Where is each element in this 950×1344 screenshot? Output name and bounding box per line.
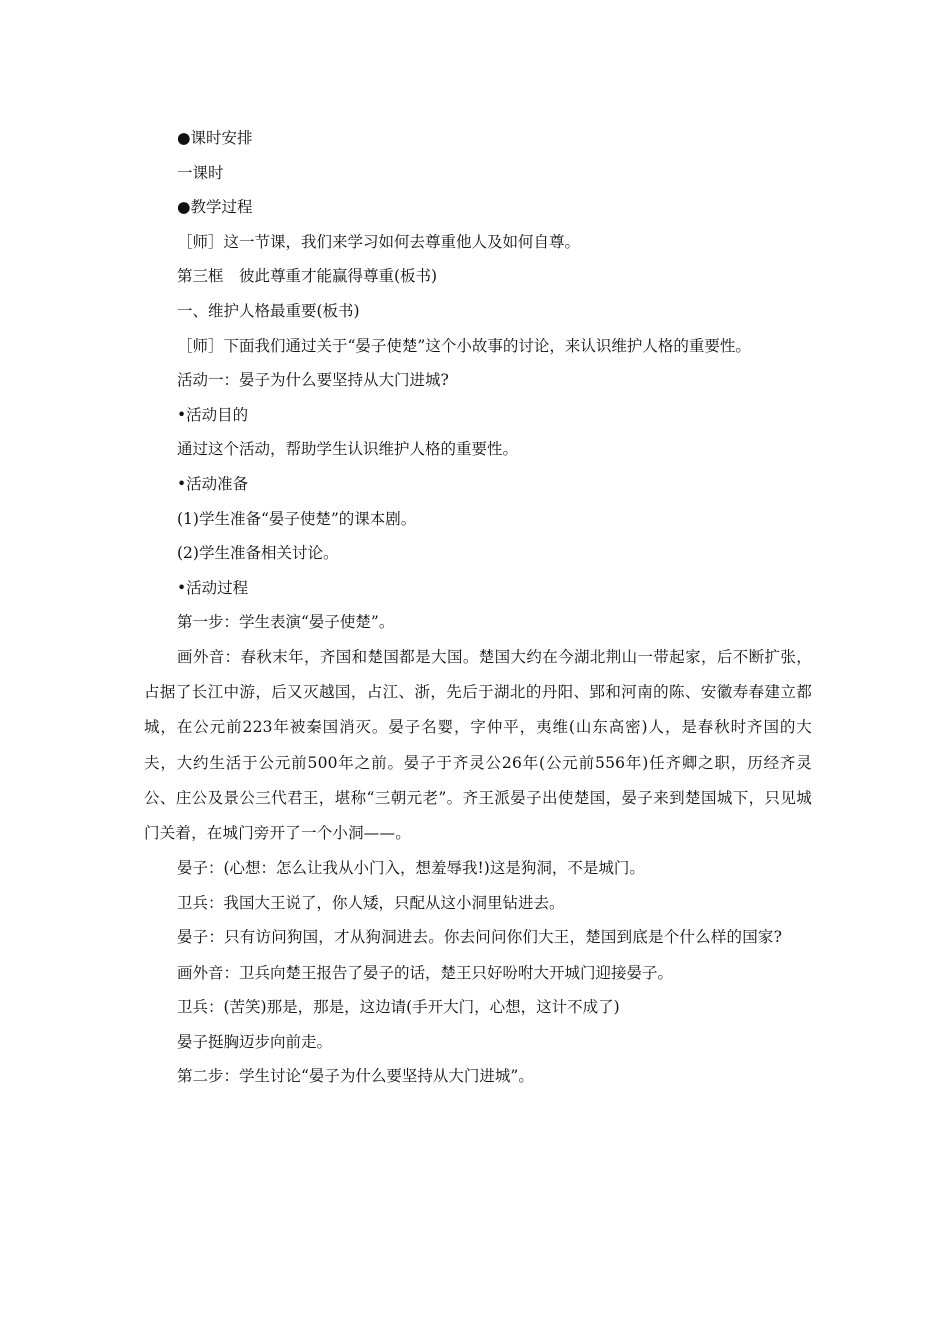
dialogue-yanzi-2: 晏子：只有访问狗国，才从狗洞进去。你去问问你们大王，楚国到底是个什么样的国家? bbox=[177, 928, 783, 947]
section-heading-schedule: ●课时安排 bbox=[177, 129, 253, 147]
teacher-story-intro: ［师］下面我们通过关于“晏子使楚”这个小故事的讨论，来认识维护人格的重要性。 bbox=[177, 336, 751, 355]
subsection-title: 一、维护人格最重要(板书) bbox=[177, 301, 360, 320]
activity-prep-heading: •活动准备 bbox=[177, 474, 249, 493]
narration-paragraph: 画外音：春秋末年，齐国和楚国都是大国。楚国大约在今湖北荆山一带起家，后不断扩张，占据了长江中游，后又灭越国，占江、浙，先后于湖北的丹阳、郢和河南的陈、安徽寿春建立都城，在公元前223年被秦国消灭。晏子名婴，字仲平，夷维(山东高密)人，是春秋时齐国的大夫，大约生活于公元前500年之前。晏子于齐灵公26年(公元前556年)任齐卿之职，历经齐灵公、庄公及景公三代君王，堪称“三朝元老”。齐王派晏子出使楚国，晏子来到楚国城下，只见城门关着，在城门旁开了一个小洞——。 bbox=[144, 647, 812, 842]
activity-goal-text: 通过这个活动，帮助学生认识维护人格的重要性。 bbox=[177, 440, 519, 459]
activity-process-heading: •活动过程 bbox=[177, 578, 249, 597]
dialogue-guard-1: 卫兵：我国大王说了，你人矮，只配从这小洞里钻进去。 bbox=[177, 893, 565, 912]
dialogue-yanzi-1: 晏子：(心想：怎么让我从小门入，想羞辱我!)这是狗洞，不是城门。 bbox=[177, 859, 645, 878]
teacher-intro: ［师］这一节课，我们来学习如何去尊重他人及如何自尊。 bbox=[177, 232, 581, 251]
activity-goal-heading: •活动目的 bbox=[177, 405, 249, 424]
step-two: 第二步：学生讨论“晏子为什么要坚持从大门进城”。 bbox=[177, 1067, 534, 1086]
action-line: 晏子挺胸迈步向前走。 bbox=[177, 1032, 333, 1051]
frame-title: 第三框 彼此尊重才能赢得尊重(板书) bbox=[177, 267, 438, 286]
section-heading-process: ●教学过程 bbox=[177, 198, 253, 217]
activity-title: 活动一：晏子为什么要坚持从大门进城? bbox=[177, 371, 449, 390]
document-page bbox=[144, 121, 812, 1094]
activity-prep-item-2: (2)学生准备相关讨论。 bbox=[177, 544, 339, 563]
narration-2: 画外音：卫兵向楚王报告了晏子的话，楚王只好吩咐大开城门迎接晏子。 bbox=[177, 963, 674, 982]
dialogue-guard-2: 卫兵：(苦笑)那是，那是，这边请(手开大门，心想，这计不成了) bbox=[177, 998, 620, 1017]
step-one: 第一步：学生表演“晏子使楚”。 bbox=[177, 613, 395, 632]
schedule-value: 一课时 bbox=[177, 163, 224, 182]
activity-prep-item-1: (1)学生准备“晏子使楚”的课本剧。 bbox=[177, 509, 417, 528]
